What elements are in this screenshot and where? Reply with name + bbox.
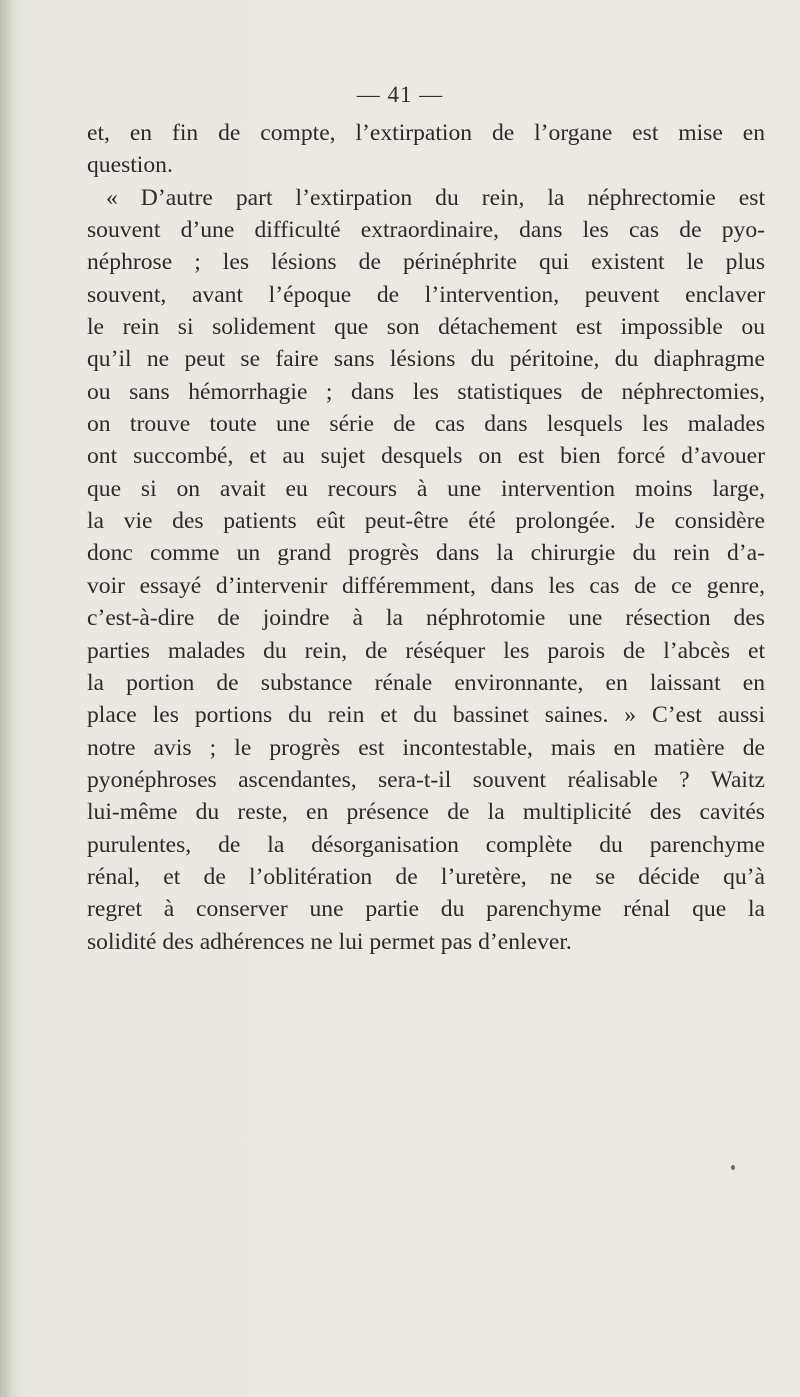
text-line: notre avis ; le progrès est incontestable, mais en matière de bbox=[87, 734, 765, 761]
text-line: et, en fin de compte, l’extirpation de l’organe est mise en bbox=[87, 120, 765, 146]
text-line: qu’il ne peut se faire sans lésions du péritoine, du diaphragme bbox=[87, 346, 765, 373]
text-line: la vie des patients eût peut-être été prolongée. Je considère bbox=[87, 508, 765, 535]
text-line: souvent d’une difficulté extraordinaire, dans les cas de pyo- bbox=[87, 217, 765, 244]
text-line: que si on avait eu recours à une intervention moins large, bbox=[87, 475, 765, 502]
text-line: néphrose ; les lésions de périnéphrite qui existent le plus bbox=[87, 249, 765, 276]
text-line: lui-même du reste, en présence de la multiplicité des cavités bbox=[87, 799, 765, 826]
text-line: donc comme un grand progrès dans la chirurgie du rein d’a- bbox=[87, 540, 765, 567]
text-line: question. bbox=[87, 152, 173, 179]
text-line: on trouve toute une série de cas dans lesquels les malades bbox=[87, 411, 765, 438]
text-line: « D’autre part l’extirpation du rein, la néphrectomie est bbox=[106, 184, 765, 211]
text-line: c’est-à-dire de joindre à la néphrotomie une résection des bbox=[87, 605, 765, 632]
text-line: regret à conserver une partie du parenchyme rénal que la bbox=[87, 896, 765, 923]
text-line: voir essayé d’intervenir différemment, dans les cas de ce genre, bbox=[87, 572, 765, 599]
text-line: ou sans hémorrhagie ; dans les statistiques de néphrectomies, bbox=[87, 378, 765, 405]
text-line: purulentes, de la désorganisation complète du parenchyme bbox=[87, 831, 765, 858]
text-line: souvent, avant l’époque de l’intervention, peuvent enclaver bbox=[87, 281, 765, 308]
text-line: parties malades du rein, de réséquer les parois de l’abcès et bbox=[87, 637, 765, 664]
text-line: place les portions du rein et du bassinet saines. » C’est aussi bbox=[87, 702, 765, 729]
binding-shadow bbox=[0, 0, 22, 1397]
ink-speck bbox=[731, 1165, 735, 1170]
text-line: solidité des adhérences ne lui permet pas d’enlever. bbox=[87, 928, 572, 955]
text-line: pyonéphroses ascendantes, sera-t-il souvent réalisable ? Waitz bbox=[87, 766, 765, 793]
text-line: rénal, et de l’oblitération de l’uretère, ne se décide qu’à bbox=[87, 863, 765, 890]
body-text bbox=[87, 117, 765, 958]
text-line: ont succombé, et au sujet desquels on est bien forcé d’avouer bbox=[87, 443, 765, 470]
text-line: la portion de substance rénale environnante, en laissant en bbox=[87, 669, 765, 696]
text-line: le rein si solidement que son détachement est impossible ou bbox=[87, 314, 765, 341]
page-number: — 41 — bbox=[356, 82, 444, 107]
